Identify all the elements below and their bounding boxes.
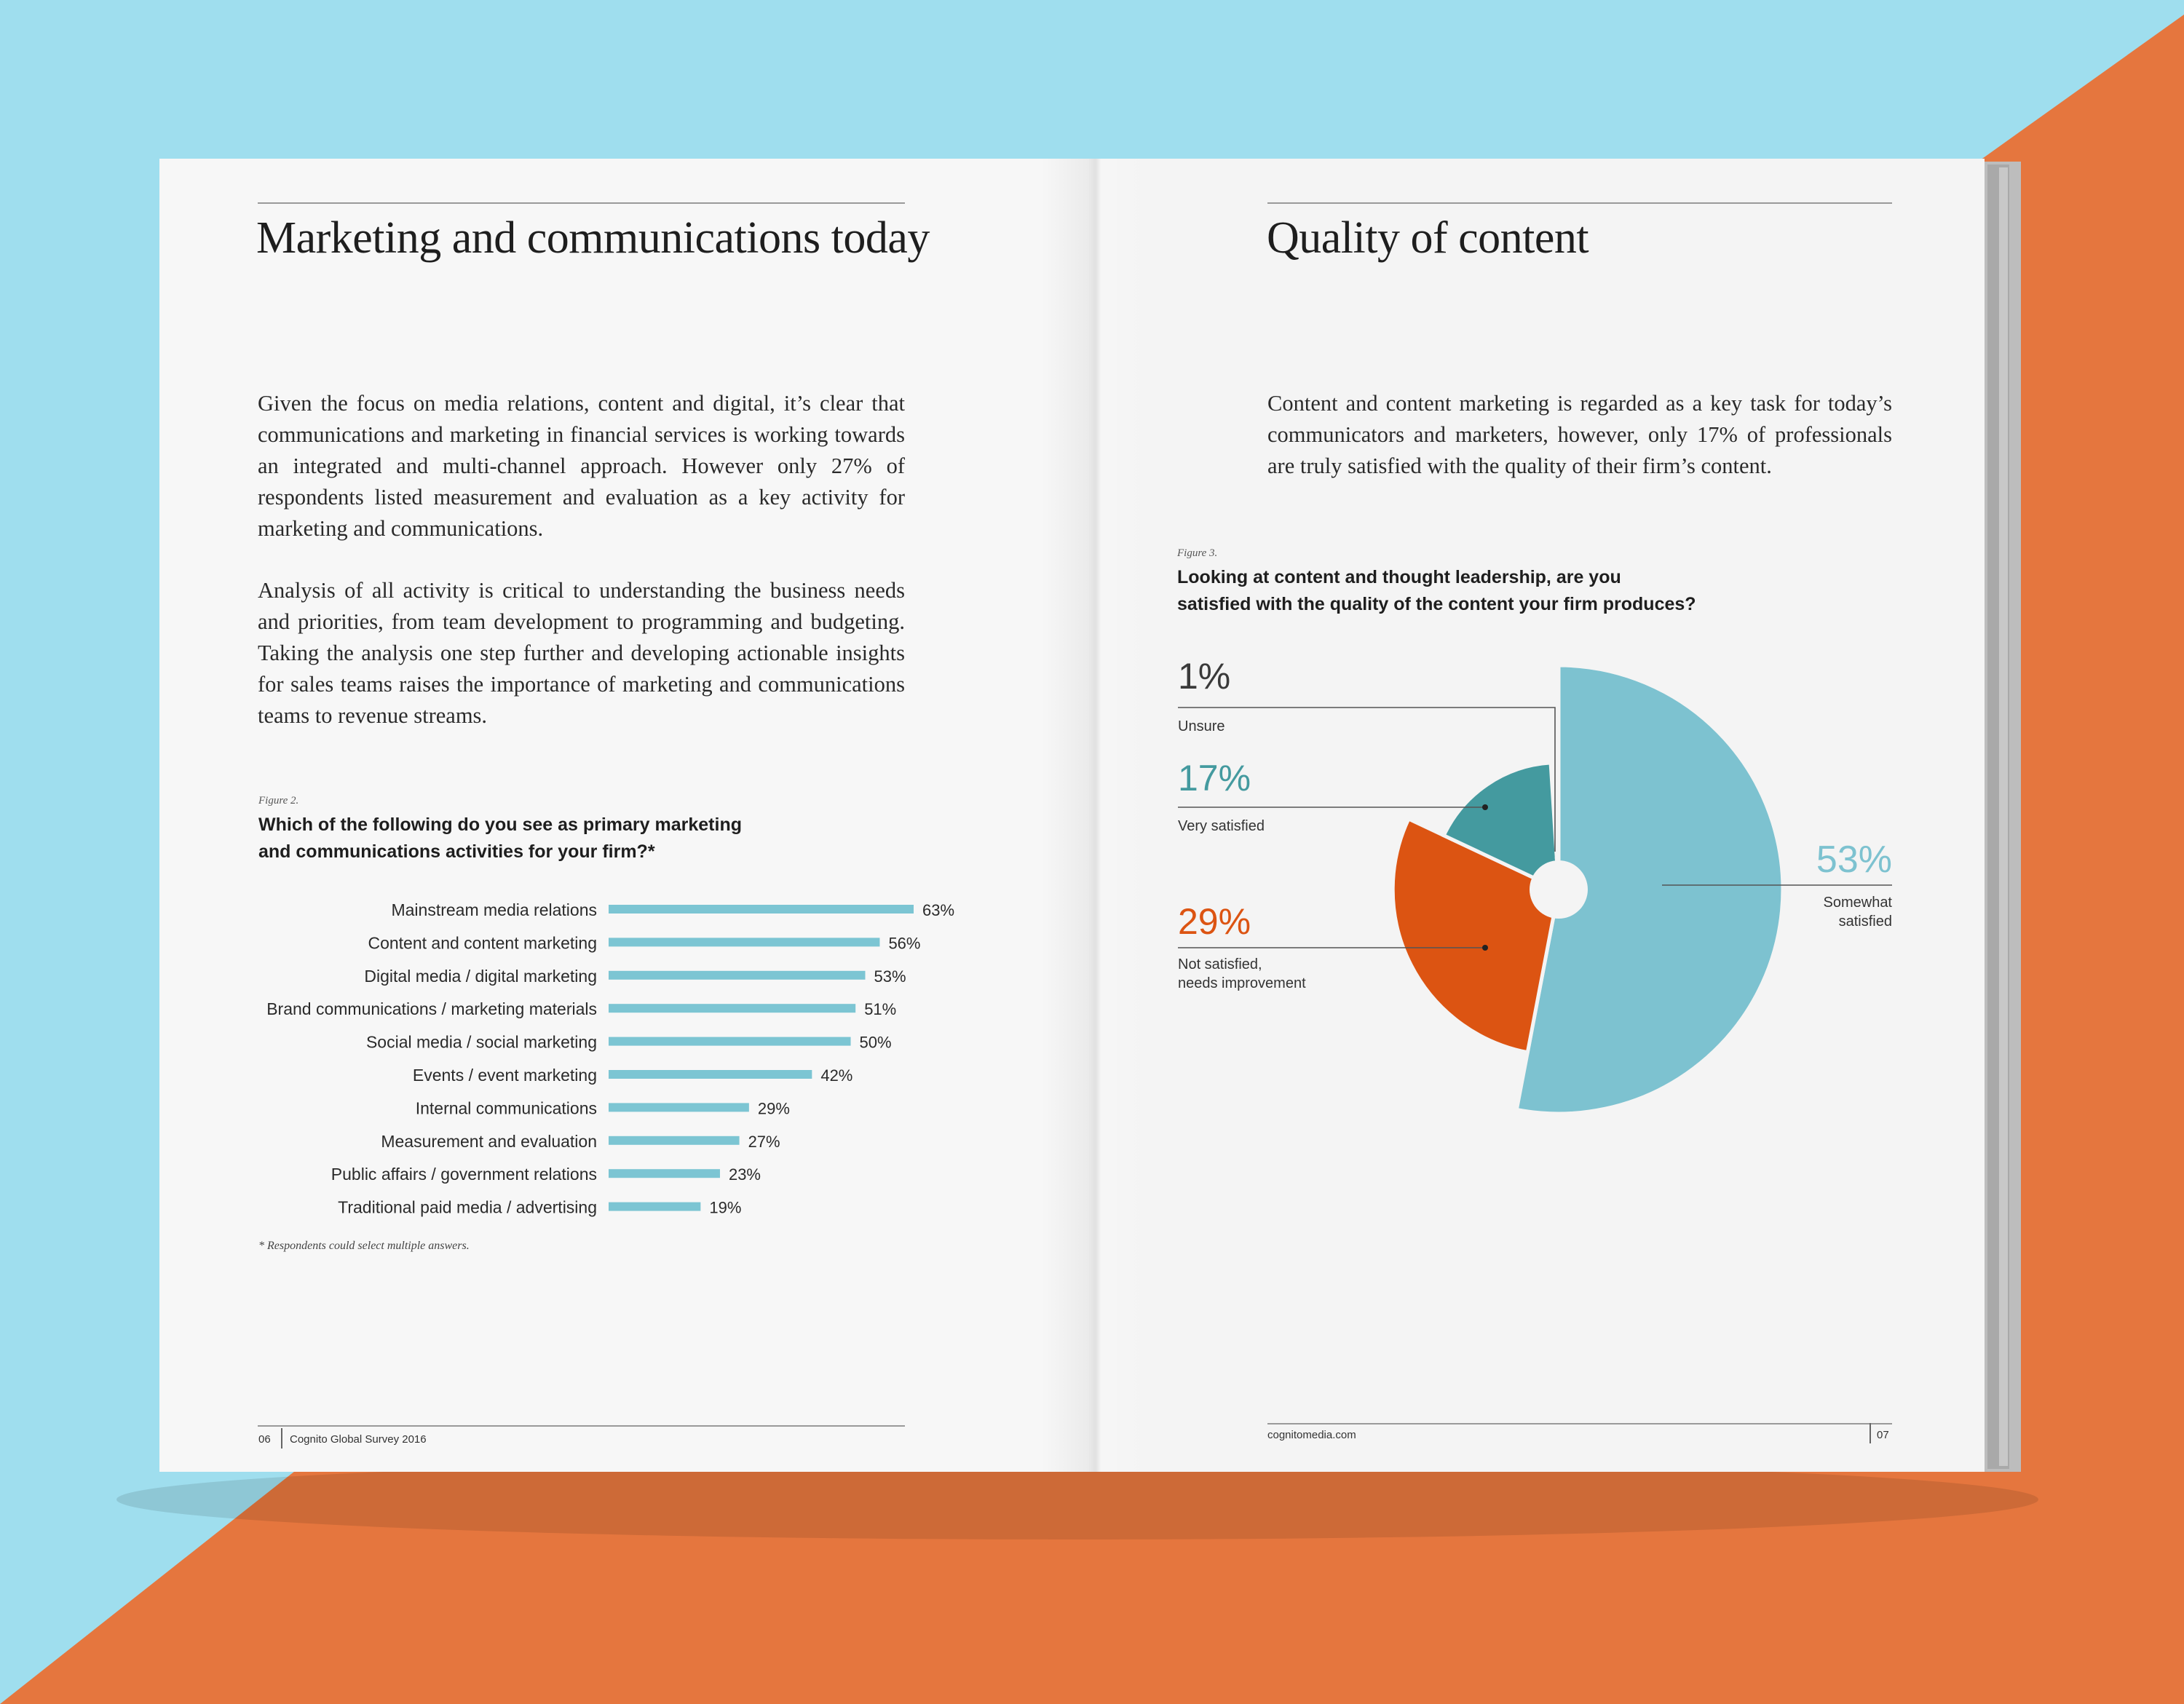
bar-value-label: 27% <box>748 1132 780 1151</box>
footnote: * Respondents could select multiple answers. <box>258 1240 470 1252</box>
bar-category-label: Measurement and evaluation <box>381 1131 597 1151</box>
bar-category-label: Events / event marketing <box>412 1066 597 1085</box>
footer-url: cognitomedia.com <box>1267 1429 1356 1441</box>
page-title: Marketing and communications today <box>256 213 930 263</box>
bar-category-label: Content and content marketing <box>368 933 597 953</box>
bar-value-label: 50% <box>859 1033 892 1052</box>
bar-category-label: Internal communications <box>415 1098 597 1118</box>
value-label-very-satisfied: 17% <box>1178 758 1251 798</box>
bar-category-label: Public affairs / government relations <box>331 1165 597 1184</box>
bar-category-label: Traditional paid media / advertising <box>338 1197 597 1217</box>
body-paragraph-1: Given the focus on media relations, content and digital, it’s clear that communications and marketing in financial services is working towards an integrated and multi-channel approach. However only 27% of respondents listed measurement and evaluation as a key activity for marketing and communications. <box>258 391 905 541</box>
footer-rule <box>1267 1423 1892 1424</box>
category-label-somewhat-satisfied: satisfied <box>1838 914 1892 930</box>
value-label-not-satisfied: 29% <box>1178 901 1251 942</box>
figure-question-line-2: satisfied with the quality of the content your firm produces? <box>1177 594 1696 614</box>
bar-category-label: Digital media / digital marketing <box>364 966 597 986</box>
page-title: Quality of content <box>1267 213 1589 263</box>
category-label-somewhat-satisfied: Somewhat <box>1823 895 1892 911</box>
footer-divider <box>1870 1423 1871 1443</box>
title-rule <box>258 202 905 204</box>
bar-value-label: 29% <box>757 1099 790 1118</box>
category-label-very-satisfied: Very satisfied <box>1178 818 1265 834</box>
right-page <box>1089 159 1985 1472</box>
bar-value-label: 51% <box>864 1000 897 1019</box>
category-label-unsure: Unsure <box>1178 718 1225 734</box>
bar-category-label: Mainstream media relations <box>391 900 597 919</box>
footer-page-number: 06 <box>258 1433 271 1446</box>
footer-text: Cognito Global Survey 2016 <box>290 1433 427 1446</box>
footer-rule <box>258 1425 905 1427</box>
figure-question <box>258 812 914 865</box>
figure-question <box>1177 564 1832 618</box>
bar-value-label: 42% <box>820 1066 853 1085</box>
bar-category-label: Brand communications / marketing materials <box>266 999 597 1019</box>
bar-value-label: 56% <box>888 934 921 953</box>
footer-page-number: 07 <box>1877 1429 1889 1441</box>
figure-question-line-1: Looking at content and thought leadership, are you <box>1177 567 1621 587</box>
book-gutter <box>1041 159 1150 1472</box>
bar-value-label: 23% <box>728 1165 761 1184</box>
bar-value-label: 19% <box>709 1198 742 1217</box>
body-paragraph: Content and content marketing is regarded as a key task for today’s communicators and marketers, however, only 17% of professionals are truly satisfied with the quality of their firm’s content. <box>1267 391 1892 478</box>
category-label-not-satisfied: Not satisfied, <box>1178 956 1262 972</box>
figure-label: Figure 2. <box>258 795 299 807</box>
value-label-somewhat-satisfied: 53% <box>1816 839 1892 881</box>
body-paragraph-2: Analysis of all activity is critical to understanding the business needs and priorities, from team development to programming and budgeting. Taking the analysis one step further and developing actionable insights for sales teams raises the importance of marketing and communications teams to revenue streams. <box>258 578 905 728</box>
bar-value-label: 63% <box>922 901 955 919</box>
figure-label: Figure 3. <box>1177 547 1218 559</box>
bar-category-label: Social media / social marketing <box>365 1032 597 1052</box>
bar-value-label: 53% <box>874 967 906 986</box>
category-label-not-satisfied: needs improvement <box>1178 975 1306 991</box>
value-label-unsure: 1% <box>1178 656 1231 697</box>
figure-question-line-2: and communications activities for your firm?* <box>258 841 655 862</box>
title-rule <box>1267 202 1892 204</box>
footer-divider <box>281 1428 282 1449</box>
figure-question-line-1: Which of the following do you see as primary marketing <box>258 815 742 835</box>
